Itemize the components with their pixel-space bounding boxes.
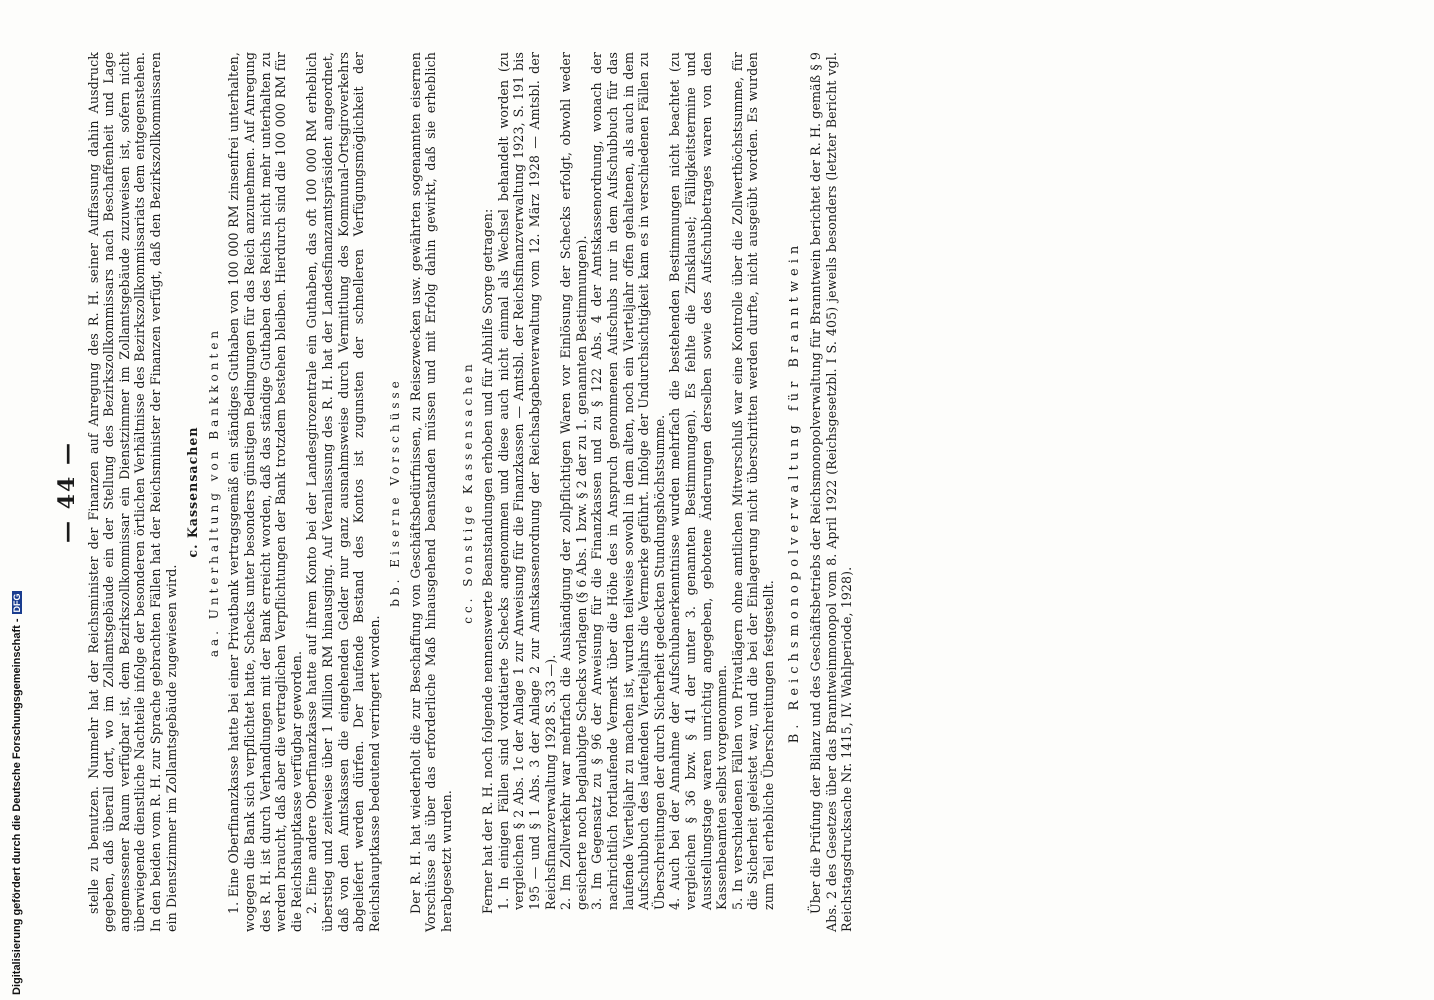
dfg-logo: DFG [12, 593, 22, 613]
section-heading-B: B. Reichsmonopolverwaltung für Branntwein [786, 240, 802, 744]
paragraph-1: 1. Eine Oberfinanzkasse hatte bei einer Privatbank vertragsgemäß ein ständiges Guthaben von 100 000 RM zinsenfrei unterhalten, wogegen die Bank sich verpflichtet hatte, Schecks unter besonders günstigen Bedingungen für das Reich anzunehmen. Auf Anregung des R. H. ist durch Verhandlungen mit der Bank erreicht worden, daß das ständige Guthaben des Reichs nicht mehr unterhalten zu werden braucht, daß aber die vertraglichen Verpflichtungen der Bank trotzdem bestehen bleiben. Hierdurch sind die 100 000 RM für die Reichshauptkasse verfügbar geworden. [226, 52, 304, 932]
subsection-heading-aa: aa. Unterhaltung von Bankkonten [206, 326, 221, 658]
numbered-list [496, 52, 777, 932]
section-heading-c: c. Kassensachen [185, 426, 201, 558]
rotated-text-block [54, 52, 855, 932]
page-number: — 44 — [54, 441, 80, 543]
intro-paragraph: stelle zu benutzen. Nunmehr hat der Reichsminister der Finanzen auf Anregung des R. H. seiner Auffassung dahin Ausdruck gegeben, daß überall dort, wo im Zollamtsgebäude ein der Stellung des Bezirkszollkommissars nach Beschaffenheit und Lage angemessener Raum verfügbar ist, dem Bezirkszollkommissar ein Dienstzimmer im Zollamtsgebäude zuzuweisen ist, sofern nicht überwiegende dienstliche Nachteile infolge der besonderen örtlichen Verhältnisse des Bezirkszollkommissariats dem entgegenstehen. In den beiden vom R. H. zur Sprache gebrachten Fällen hat der Reichsminister der Finanzen verfügt, daß den Bezirkszollkommissaren ein Dienstzimmer im Zollamtsgebäude zugewiesen wird. [85, 52, 179, 932]
text-column [54, 52, 855, 932]
list-item: 3. Im Gegensatz zu § 96 der Anweisung für die Finanzkassen und zu § 122 Abs. 4 der Amtskassenordnung, wonach der nachrichtlich fortlaufende Vermerk über die Höhe des in Anspruch genommenen Aufschubs nur in dem Aufschubbuch für das laufende Vierteljahr zu machen ist, wurden teilweise sowohl in dem alten, noch ein Vierteljahr offen gehaltenen, als auch in dem Aufschubbuch des laufenden Vierteljahrs die Vermerke geführt. Infolge der Undurchsichtigkeit kam es in verschiedenen Fällen zu Überschreitungen der durch Sicherheit gedeckten Stundungshöchstsumme. [589, 52, 667, 910]
footer-text [11, 591, 23, 995]
subsection-heading-bb: bb. Eiserne Vorschüsse [388, 377, 403, 607]
list-item: 5. In verschiedenen Fällen von Privatlägern ohne amtlichen Mitverschluß war eine Kontrolle über die Zollwerthöchstsumme, für die Sicherheit geleistet war, und die bei der Einlagerung nicht überschritten werden durfte, nicht ausgeübt worden. Es wurden zum Teil erhebliche Überschreitungen festgestellt. [729, 52, 776, 910]
list-item: 2. Im Zollverkehr war mehrfach die Aushändigung der zollpflichtigen Waren vor Einlösung der Schecks erfolgt, obwohl weder gesicherte noch beglaubigte Schecks vorlagen (§ 6 Abs. 1 bzw. § 2 der zu 1. genannten Bestimmungen). [558, 52, 589, 910]
subsection-heading-cc: cc. Sonstige Kassensachen [460, 360, 475, 624]
list-item: 1. In einigen Fällen sind vordatierte Schecks angenommen und diese auch nicht einmal als Wechsel behandelt worden (zu vergleichen § 2 Abs. 1c der Anlage 1 zur Anweisung für die Finanzkassen — Amtsbl. der Reichsfinanzverwaltung 1923, S. 191 bis 195 — und § 1 Abs. 3 der Anlage 2 zur Amtskassenordnung der Reichsabgabenverwaltung vom 12. März 1928 — Amtsbl. der Reichsfinanzverwaltung 1928 S. 33 —). [495, 52, 558, 910]
paragraph-2: 2. Eine andere Oberfinanzkasse hatte auf ihrem Konto bei der Landesgirozentrale ein Guthaben, das oft 100 000 RM erheblich überstieg und zeitweise über 1 Million RM hinausging. Auf Veranlassung des R. H. hat der Landesfinanzamtspräsident angeordnet, daß von den Amtskassen die eingehenden Gelder nur ganz ausnahmsweise durch Vermittlung des Kommunal-Ortsgiroverkehrs abgeliefert werden dürfen. Der laufende Bestand des Kontos ist zugunsten der schnelleren Verfügungsmöglichkeit der Reichshauptkasse bedeutend verringert worden. [304, 52, 382, 932]
paragraph-cc: Ferner hat der R. H. noch folgende nennenswerte Beanstandungen erhoben und für Abhilfe Sorge getragen: [480, 208, 496, 914]
footer-label: Digitalisierung gefördert durch die Deutsche Forschungsgemeinschaft - [11, 618, 23, 995]
digitization-footer [2, 593, 23, 995]
list-item: 4. Auch bei der Annahme der Aufschubanerkenntnisse wurden mehrfach die bestehenden Bestimmungen nicht beachtet (zu vergleichen § 36 bzw. § 41 der unter 3. genannten Bestimmungen). Es fehlte die Zinsklausel; Fälligkeitstermine und Ausstellungstage waren unrichtig angegeben, gebotene Änderungen derselben sowie des Aufschubbetrages waren von den Kassenbeamten selbst vorgenommen. [667, 52, 730, 910]
paragraph-bb: Der R. H. hat wiederholt die zur Beschaffung von Geschäftsbedürfnissen, zu Reisezwecken usw. gewährten sogenannten eisernen Vorschüsse als über das erforderliche Maß hinausgehend beanstanden müssen und mit Erfolg dahin gewirkt, daß sie erheblich herabgesetzt wurden. [407, 52, 455, 932]
paragraph-B: Über die Prüfung der Bilanz und des Geschäftsbetriebs der Reichsmonopolverwaltung für Branntwein berichtet der R. H. gemäß § 9 Abs. 2 des Gesetzes über das Branntweinmonopol vom 8. April 1922 (Reichsgesetzbl. I S. 405) jeweils besonders (letzter Bericht vgl. Reichstagsdrucksache Nr. 1415, IV. Wahlperiode, 1928). [808, 52, 855, 932]
